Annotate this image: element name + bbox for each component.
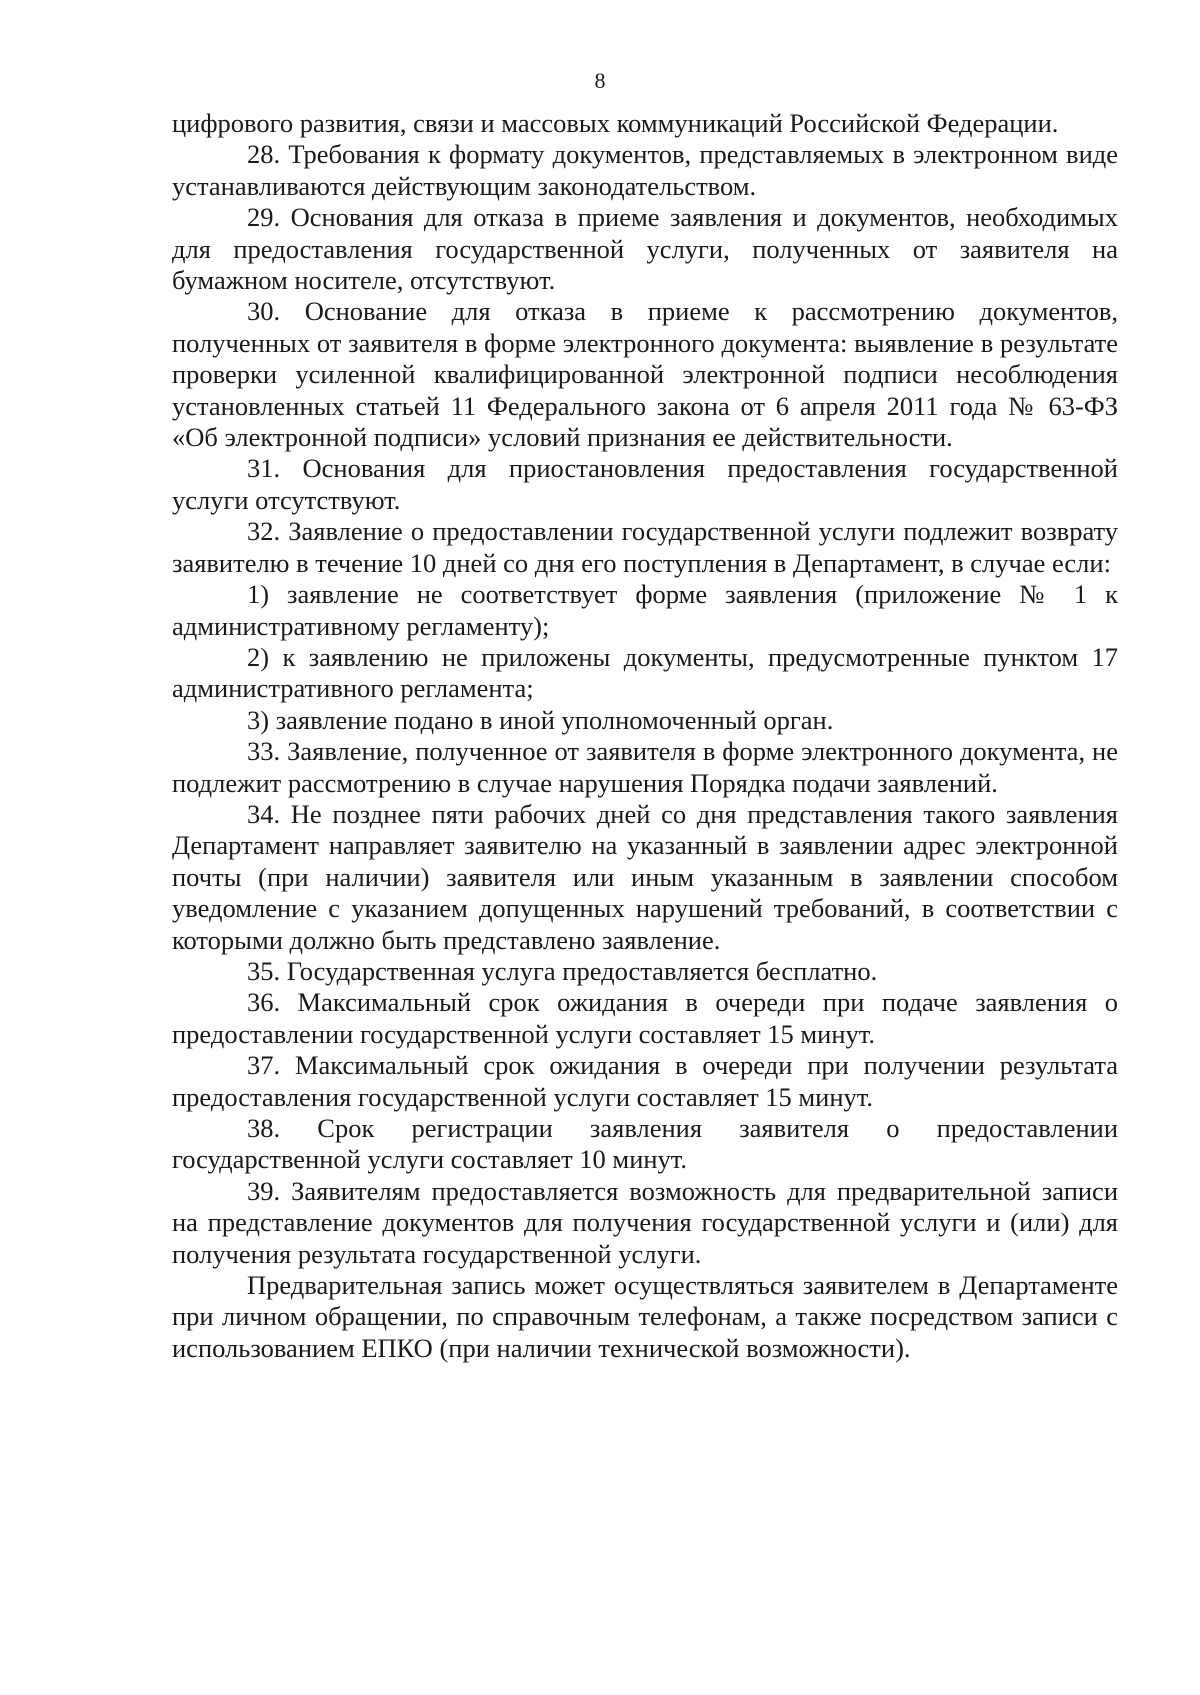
paragraph-32-item-2: 2) к заявлению не приложены документы, предусмотренные пунктом 17 административного регламента; [172, 641, 1118, 704]
paragraph-35: 35. Государственная услуга предоставляется бесплатно. [247, 955, 878, 986]
paragraph-39-continuation: Предварительная запись может осуществляться заявителем в Департаменте при личном обращении, по справочным телефонам, а также посредством записи с использованием ЕПКО (при наличии технической возможности). [172, 1270, 1118, 1363]
paragraph-36: 36. Максимальный срок ожидания в очереди при подаче заявления о предоставлении государственной услуги составляет 15 минут. [172, 987, 1118, 1049]
paragraph-34: 34. Не позднее пяти рабочих дней со дня представления такого заявления Департамент направляет заявителю на указанный в заявлении адрес электронной почты (при наличии) заявителя или иным указанным в заявлении способом уведомление с указанием допущенных нарушений требований, в соответствии с которыми должно быть представлено заявление. [172, 798, 1118, 955]
paragraph-30: 30. Основание для отказа в приеме к рассмотрению документов, полученных от заявителя в форме электронного документа: выявление в результате проверки усиленной квалифицированной электронной подписи несоблюдения установленных статьей 11 Федерального закона от 6 апреля 2011 года № 63-ФЗ «Об электронной подписи» условий признания ее действительности. [172, 296, 1118, 453]
page-number: 8 [594, 68, 606, 93]
document-body [172, 108, 1118, 1364]
paragraph-continuation: цифрового развития, связи и массовых коммуникаций Российской Федерации. [172, 108, 1059, 138]
paragraph-28: 28. Требования к формату документов, представляемых в электронном виде устанавливаются действующим законодательством. [172, 139, 1118, 201]
paragraph-32-item-3: 3) заявление подано в иной уполномоченный орган. [247, 704, 834, 735]
paragraph-33: 33. Заявление, полученное от заявителя в форме электронного документа, не подлежит рассмотрению в случае нарушения Порядка подачи заявлений. [172, 736, 1118, 798]
paragraph-37: 37. Максимальный срок ожидания в очереди при получении результата предоставления государственной услуги составляет 15 минут. [172, 1050, 1118, 1112]
paragraph-38: 38. Срок регистрации заявления заявителя о предоставлении государственной услуги составляет 10 минут. [172, 1113, 1118, 1175]
paragraph-32: 32. Заявление о предоставлении государственной услуги подлежит возврату заявителю в течение 10 дней со дня его поступления в Департамент, в случае если: [172, 516, 1118, 578]
paragraph-32-item-1: 1) заявление не соответствует форме заявления (приложение № 1 к административному регламенту); [172, 579, 1118, 641]
paragraph-29: 29. Основания для отказа в приеме заявления и документов, необходимых для предоставления государственной услуги, полученных от заявителя на бумажном носителе, отсутствуют. [172, 202, 1118, 296]
paragraph-39: 39. Заявителям предоставляется возможность для предварительной записи на представление документов для получения государственной услуги и (или) для получения результата государственной услуги. [172, 1175, 1118, 1269]
paragraph-31: 31. Основания для приостановления предоставления государственной услуги отсутствуют. [172, 453, 1118, 515]
